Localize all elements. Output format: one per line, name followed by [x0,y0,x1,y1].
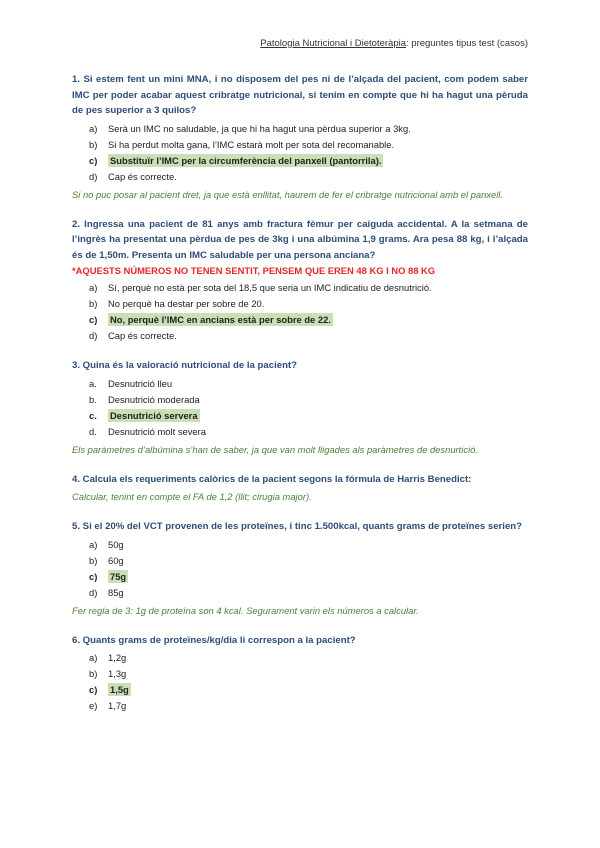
option-c-correct: c) 75g [89,570,127,582]
answer-note: Fer regla de 3: 1g de proteïna son 4 kcal. Segurament varin els números a calcular. [72,604,419,616]
option-e: e) 1,7g [89,700,127,711]
option-b: b. Desnutrició moderada [89,393,200,405]
warning-text: *AQUESTS NÚMEROS NO TENEN SENTIT, PENSEM QUE EREN 48 KG I NO 88 KG [72,265,436,276]
header-subtitle: : preguntes tipus test (casos) [406,38,528,49]
option-c-correct: c) No, perquè l’IMC en ancians està per sobre de 22. [89,314,331,325]
option-b: b) No perquè ha destar per sobre de 20. [89,298,265,309]
option-c-correct: c) 1,5g [89,684,129,695]
option-a: a) Serà un IMC no saludable, ja que hi ha hagut una pèrdua superior a 3kg. [89,122,411,134]
question-text: 1. Si estem fent un mini MNA, i no disposem del pes ni de l’alçada del pacient, com podem saber IMC per poder acabar aquest cribratge nutricional, si tenim en compte que hi ha hagut una pèruda de pes superior a 3 quilos? [72,74,528,116]
option-b: b) Si ha perdut molta gana, l’IMC estarà molt per sota del recomanable. [89,138,395,150]
options-list [72,121,528,185]
answer-note: Els paràmetres d’albúmina s’han de saber, ja que van molt lligades als paràmetres de desnurtició. [72,443,478,455]
option-d: d) Cap és correcte. [89,330,177,341]
question-text: 3. Quina és la valoració nutricional de la pacient? [72,360,297,371]
option-a: a) 1,2g [89,652,127,663]
question-6 [72,633,528,715]
option-c-correct: c. Desnutrició servera [89,409,198,421]
option-a: a) Sí, perquè no està per sota del 18,5 que seria un IMC indicatiu de desnutrició. [89,282,432,293]
question-3 [72,358,528,458]
question-2 [72,217,528,345]
option-c-correct: c) Substituïr l’IMC per la circumferència del panxell (pantorrila). [89,154,382,166]
question-4 [72,472,528,506]
options-list [72,650,528,714]
answer-note: Calcular, tenint en compte el FA de 1,2 (llit; cirugia major). [72,491,312,502]
question-1 [72,72,528,203]
document-body [72,72,528,714]
question-text: 2. Ingressa una pacient de 81 anys amb fractura fèmur per caiguda accidental. A la setmana de l’ingrès ha presentat una pèrdua de pes de 3kg i una albúmina 1,9 grams. Ara pesa 88 kg, i l’alçada és de 1,50m. Presenta un IMC saludable per una persona anciana? [72,218,528,261]
options-list [72,537,528,601]
question-text: 4. Calcula els requeriments calòrics de la pacient segons la fórmula de Harris Benedict: [72,473,472,485]
option-d: d) 85g [89,586,124,598]
question-5 [72,519,528,619]
options-list [72,280,528,344]
question-text: 6. Quants grams de proteïnes/kg/dia li correspon a la pacient? [72,634,356,646]
page-header [260,38,528,49]
option-d: d. Desnutrició molt severa [89,425,206,437]
option-b: b) 1,3g [89,668,127,679]
option-d: d) Cap és correcte. [89,170,177,182]
header-title: Patologia Nutricional i Dietoteràpia [260,38,407,49]
option-a: a) 50g [89,538,124,550]
option-b: b) 60g [89,554,124,566]
answer-note: Si no puc posar al pacient dret, ja que està enllitat, haurem de fer el cribratge nutricional amb el panxell. [72,188,503,200]
options-list [72,376,528,440]
question-text: 5. Si el 20% del VCT provenen de les proteïnes, i tinc 1.500kcal, quants grams de proteïnes serien? [72,521,523,532]
option-a: a. Desnutrició lleu [89,377,173,389]
